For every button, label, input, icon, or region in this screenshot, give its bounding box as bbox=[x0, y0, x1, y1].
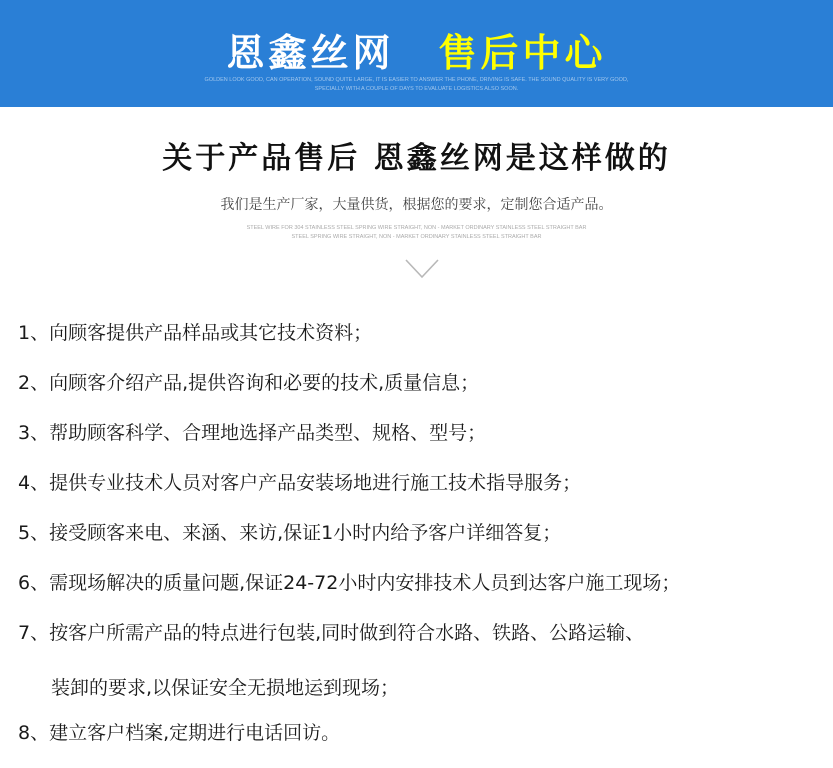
brand-name: 恩鑫丝网 bbox=[226, 31, 395, 75]
list-item bbox=[18, 313, 818, 363]
list-item bbox=[18, 713, 818, 763]
list-item bbox=[18, 563, 818, 613]
chevron-down-icon bbox=[405, 258, 439, 280]
list-item bbox=[18, 463, 818, 513]
header-banner bbox=[0, 0, 833, 107]
banner-english-text bbox=[0, 76, 833, 94]
english-subtext-line-2: STEEL SPRING WIRE STRAIGHT, NON - MARKET ORDINARY STAINLESS STEEL STRAIGHT BAR bbox=[291, 234, 542, 240]
intro-text: 我们是生产厂家，大量供货，根据您的要求，定制您合适产品。 bbox=[220, 197, 613, 213]
list-item-text: 8、建立客户档案,定期进行电话回访。 bbox=[18, 722, 341, 744]
section-title: 售后中心 bbox=[438, 31, 607, 75]
list-item bbox=[18, 513, 818, 563]
list-item-text: 3、帮助顾客科学、合理地选择产品类型、规格、型号； bbox=[18, 422, 487, 444]
list-item-text: 7、按客户所需产品的特点进行包装,同时做到符合水路、铁路、公路运输、 bbox=[18, 622, 645, 644]
banner-english-line-1: GOLDEN LOOK GOOD, CAN OPERATION, SOUND QUITE LARGE, IT IS EASIER TO ANSWER THE PHONE, DRIVING IS SAFE. THE SOUND QUALITY IS VERY GOOD, bbox=[204, 77, 629, 83]
banner-english-line-2: SPECIALLY WITH A COUPLE OF DAYS TO EVALUATE LOGISTICS ALSO SOON. bbox=[314, 86, 519, 92]
service-list bbox=[18, 313, 818, 763]
list-item bbox=[18, 363, 818, 413]
banner-title bbox=[0, 22, 833, 77]
list-item bbox=[18, 613, 818, 663]
list-item-text: 2、向顾客介绍产品,提供咨询和必要的技术,质量信息； bbox=[18, 372, 480, 394]
list-item bbox=[18, 413, 818, 463]
list-item-text: 4、提供专业技术人员对客户产品安装场地进行施工技术指导服务； bbox=[18, 472, 582, 494]
list-item-text: 5、接受顾客来电、来涵、来访,保证1小时内给予客户详细答复； bbox=[18, 522, 562, 544]
english-subtext bbox=[0, 224, 833, 242]
page-headline: 关于产品售后 恩鑫丝网是这样做的 bbox=[162, 141, 671, 176]
english-subtext-line-1: STEEL WIRE FOR 304 STAINLESS STEEL SPRING WIRE STRAIGHT, NON - MARKET ORDINARY STAINLESS STEEL STRAIGHT BAR bbox=[246, 225, 587, 231]
list-item-text: 1、向顾客提供产品样品或其它技术资料； bbox=[18, 322, 373, 344]
list-item-text: 6、需现场解决的质量问题,保证24-72小时内安排技术人员到达客户施工现场； bbox=[18, 572, 681, 594]
list-item-continuation bbox=[18, 663, 818, 713]
list-item-text: 装卸的要求,以保证安全无损地运到现场； bbox=[51, 677, 400, 699]
